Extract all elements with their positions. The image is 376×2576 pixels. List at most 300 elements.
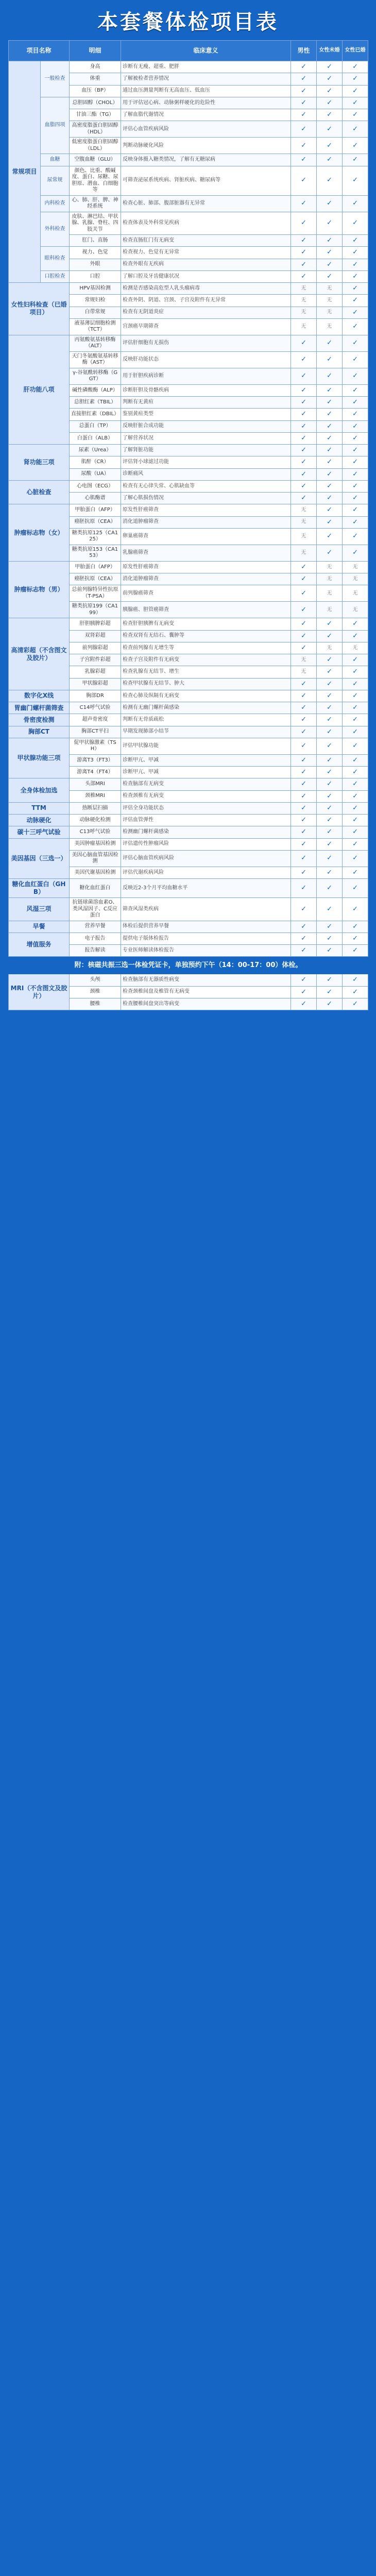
item-name: C14呼气试验 [70, 702, 121, 714]
female-unmarried-mark: ✓ [317, 270, 343, 282]
female-unmarried-mark: ✓ [317, 654, 343, 666]
female-married-mark: 无 [343, 602, 368, 618]
item-description: 专业医师解读体检报告 [121, 945, 291, 957]
female-unmarried-mark: 无 [317, 585, 343, 602]
item-name: 身高 [70, 61, 121, 73]
table-row [9, 504, 368, 516]
female-married-mark: ✓ [343, 879, 368, 898]
female-unmarried-mark: 无 [317, 602, 343, 618]
header [8, 0, 368, 40]
female-married-mark: ✓ [343, 283, 368, 295]
male-mark: ✓ [291, 933, 317, 944]
section-category: 肾功能三项 [9, 445, 70, 481]
female-unmarried-mark: ✓ [317, 480, 343, 492]
female-married-mark: ✓ [343, 545, 368, 561]
item-description: 评估甲状腺功能 [121, 738, 291, 754]
item-name: 尿素（Urea） [70, 445, 121, 456]
female-married-mark: ✓ [343, 898, 368, 921]
female-married-mark: ✓ [343, 945, 368, 957]
female-unmarried-mark: ✓ [317, 690, 343, 702]
item-name: 颈椎 [70, 986, 121, 998]
sub-category: 内科检查 [41, 195, 70, 212]
male-mark: ✓ [291, 480, 317, 492]
item-name: 营养早餐 [70, 921, 121, 933]
male-mark: ✓ [291, 384, 317, 396]
table-row [9, 726, 368, 738]
female-unmarried-mark: 无 [317, 307, 343, 318]
female-married-mark: ✓ [343, 504, 368, 516]
item-description: 检查乳腺有无结节、增生 [121, 666, 291, 678]
item-description: 诊断有无瘦、超重、肥胖 [121, 61, 291, 73]
item-name: 颈椎MRI [70, 790, 121, 802]
section-category: 心脏检查 [9, 480, 70, 504]
male-mark: 无 [291, 504, 317, 516]
male-mark: ✓ [291, 445, 317, 456]
item-description: 宫颈癌早期筛查 [121, 318, 291, 335]
female-unmarried-mark: ✓ [317, 121, 343, 138]
female-married-mark: ✓ [343, 384, 368, 396]
male-mark: ✓ [291, 945, 317, 957]
item-description: 诊断痛风 [121, 468, 291, 480]
male-mark: ✓ [291, 121, 317, 138]
female-married-mark: ✓ [343, 109, 368, 121]
male-mark: ✓ [291, 259, 317, 270]
table-row [9, 247, 368, 259]
item-name: 丙氨酸氨基转移酶（ALT） [70, 335, 121, 351]
page [0, 0, 376, 1020]
male-mark: ✓ [291, 368, 317, 384]
item-name: 头部MRI [70, 778, 121, 790]
item-description: 消化道肿瘤筛查 [121, 573, 291, 585]
female-unmarried-mark: ✓ [317, 397, 343, 409]
item-name: 癌胚抗原（CEA） [70, 516, 121, 528]
female-married-mark: ✓ [343, 986, 368, 998]
female-unmarried-mark: ✓ [317, 445, 343, 456]
male-mark: ✓ [291, 212, 317, 235]
female-married-mark: ✓ [343, 666, 368, 678]
male-mark: ✓ [291, 61, 317, 73]
item-name: 口腔 [70, 270, 121, 282]
female-unmarried-mark: 无 [317, 573, 343, 585]
section-category: 数字化X线 [9, 690, 70, 702]
item-name: HPV基因检测 [70, 283, 121, 295]
table-row [9, 445, 368, 456]
male-mark: ✓ [291, 97, 317, 109]
item-description: 乳腺癌筛查 [121, 545, 291, 561]
item-name: 肝胆胰脾彩超 [70, 618, 121, 630]
item-description: 胰腺癌、胆管癌筛查 [121, 602, 291, 618]
item-name: 糖类抗原153（CA153） [70, 545, 121, 561]
male-mark: ✓ [291, 73, 317, 85]
item-description: 检查心肺及纵隔有无病变 [121, 690, 291, 702]
female-unmarried-mark: ✓ [317, 97, 343, 109]
male-mark: ✓ [291, 138, 317, 154]
male-mark: ✓ [291, 335, 317, 351]
female-married-mark: ✓ [343, 409, 368, 420]
female-married-mark: ✓ [343, 420, 368, 432]
col-desc: 临床意义 [121, 41, 291, 61]
exam-table [8, 40, 368, 1010]
female-married-mark: ✓ [343, 921, 368, 933]
item-name: 心电图（ECG） [70, 480, 121, 492]
item-name: 糖类抗原125（CA125） [70, 528, 121, 545]
item-description: 诊断肝胆及骨骼疾病 [121, 384, 291, 396]
item-description: 诊断甲亢、甲减 [121, 754, 291, 766]
item-name: 超声骨密度 [70, 714, 121, 726]
item-name: 空腹血糖（GLU） [70, 154, 121, 166]
male-mark: ✓ [291, 630, 317, 642]
male-mark: ✓ [291, 573, 317, 585]
female-married-mark: ✓ [343, 726, 368, 738]
item-description: 评估遗传性肿瘤风险 [121, 838, 291, 850]
section-category: 美因基因（三选一） [9, 838, 70, 879]
male-mark: ✓ [291, 790, 317, 802]
female-married-mark: ✓ [343, 456, 368, 468]
table-row [9, 898, 368, 921]
section-category: 风湿三项 [9, 898, 70, 921]
col-male: 男性 [291, 41, 317, 61]
female-married-mark: ✓ [343, 516, 368, 528]
item-name: 甲状腺彩超 [70, 678, 121, 690]
table-row [9, 195, 368, 212]
female-married-mark: ✓ [343, 754, 368, 766]
item-description: 检查颈椎有无病变 [121, 790, 291, 802]
female-married-mark: ✓ [343, 714, 368, 726]
item-description: 检查腰椎间盘突出等病变 [121, 998, 291, 1010]
table-header [9, 41, 368, 61]
female-unmarried-mark: ✓ [317, 109, 343, 121]
item-description: 卵巢癌筛查 [121, 528, 291, 545]
item-name: 体重 [70, 73, 121, 85]
male-mark: ✓ [291, 585, 317, 602]
item-description: 用于肝胆疾病诊断 [121, 368, 291, 384]
table-row [9, 480, 368, 492]
female-unmarried-mark: ✓ [317, 85, 343, 97]
female-unmarried-mark: 无 [317, 283, 343, 295]
female-married-mark: ✓ [343, 998, 368, 1010]
item-description: 检查外阴、阴道、宫颈、子宫及附件有无异常 [121, 295, 291, 307]
table-row [9, 702, 368, 714]
col-category: 项目名称 [9, 41, 70, 61]
female-married-mark: ✓ [343, 235, 368, 247]
item-description: 检查肝胆胰脾有无病变 [121, 618, 291, 630]
female-married-mark: ✓ [343, 432, 368, 444]
male-mark: ✓ [291, 802, 317, 814]
item-name: 肛门、直肠 [70, 235, 121, 247]
item-description: 通过血压测量判断有无高血压、低血压 [121, 85, 291, 97]
item-name: 尿酸（UA） [70, 468, 121, 480]
female-unmarried-mark: ✓ [317, 945, 343, 957]
item-description: 评估心血管疾病风险 [121, 121, 291, 138]
table-row [9, 270, 368, 282]
item-description: 评估全身功能状态 [121, 802, 291, 814]
item-name: 低密度脂蛋白胆固醇（LDL） [70, 138, 121, 154]
male-mark: 无 [291, 545, 317, 561]
female-unmarried-mark: ✓ [317, 504, 343, 516]
female-married-mark: ✓ [343, 121, 368, 138]
female-unmarried-mark: ✓ [317, 933, 343, 944]
female-married-mark: ✓ [343, 690, 368, 702]
item-name: 游离T3（FT3） [70, 754, 121, 766]
male-mark: 无 [291, 666, 317, 678]
item-name: 促甲状腺激素（TSH） [70, 738, 121, 754]
table-row [9, 166, 368, 195]
male-mark: ✓ [291, 726, 317, 738]
female-married-mark: ✓ [343, 790, 368, 802]
female-unmarried-mark: ✓ [317, 73, 343, 85]
item-name: 动脉硬化检测 [70, 815, 121, 826]
item-name: 电子报告 [70, 933, 121, 944]
section-category: 骨密度检测 [9, 714, 70, 726]
item-description: 筛查风湿类疾病 [121, 898, 291, 921]
male-mark: ✓ [291, 235, 317, 247]
male-mark: 无 [291, 307, 317, 318]
female-married-mark: ✓ [343, 445, 368, 456]
female-unmarried-mark: ✓ [317, 545, 343, 561]
female-married-mark: ✓ [343, 468, 368, 480]
female-married-mark: ✓ [343, 778, 368, 790]
item-description: 可筛查泌尿系统疾病、肾脏疾病、糖尿病等 [121, 166, 291, 195]
female-unmarried-mark: ✓ [317, 921, 343, 933]
item-name: 心、肺、肝、脾、神经系统 [70, 195, 121, 212]
female-married-mark: 无 [343, 573, 368, 585]
female-married-mark: ✓ [343, 61, 368, 73]
male-mark: ✓ [291, 270, 317, 282]
item-description: 消化道肿瘤筛查 [121, 516, 291, 528]
female-unmarried-mark: ✓ [317, 516, 343, 528]
item-name: 胸部DR [70, 690, 121, 702]
female-unmarried-mark: ✓ [317, 802, 343, 814]
table-row [9, 212, 368, 235]
male-mark: ✓ [291, 432, 317, 444]
section-category: 女性妇科检查（已婚项目） [9, 283, 70, 335]
female-married-mark: ✓ [343, 618, 368, 630]
female-married-mark: ✓ [343, 270, 368, 282]
female-unmarried-mark: ✓ [317, 259, 343, 270]
female-unmarried-mark: ✓ [317, 235, 343, 247]
female-married-mark: ✓ [343, 480, 368, 492]
male-mark: ✓ [291, 778, 317, 790]
female-married-mark: ✓ [343, 678, 368, 690]
item-name: 总前列腺特异性抗原（T-PSA） [70, 585, 121, 602]
item-description: 了解血脂代谢情况 [121, 109, 291, 121]
item-description: 检查体表及外科常见疾病 [121, 212, 291, 235]
male-mark: 无 [291, 528, 317, 545]
item-description: 检查直肠肛门有无病变 [121, 235, 291, 247]
item-description: 反映肝功能状态 [121, 351, 291, 368]
female-married-mark: ✓ [343, 815, 368, 826]
table-row [9, 154, 368, 166]
table-row [9, 714, 368, 726]
item-description: 判断有无骨质疏松 [121, 714, 291, 726]
item-description: 原发性肝癌筛查 [121, 561, 291, 573]
male-mark: 无 [291, 295, 317, 307]
female-unmarried-mark: ✓ [317, 618, 343, 630]
item-name: 胸部CT平扫 [70, 726, 121, 738]
female-married-mark: ✓ [343, 154, 368, 166]
female-unmarried-mark: ✓ [317, 879, 343, 898]
item-description: 检查视力、色觉有无异常 [121, 247, 291, 259]
item-description: 检查甲状腺有无结节、肿大 [121, 678, 291, 690]
table-row [9, 838, 368, 850]
female-unmarried-mark: ✓ [317, 154, 343, 166]
item-name: 抗链球菌溶血素O、类风湿因子、C反应蛋白 [70, 898, 121, 921]
item-name: C13呼气试验 [70, 826, 121, 838]
female-married-mark: ✓ [343, 166, 368, 195]
item-name: 游离T4（FT4） [70, 767, 121, 778]
item-name: 白带常规 [70, 307, 121, 318]
female-married-mark: ✓ [343, 351, 368, 368]
female-married-mark: ✓ [343, 73, 368, 85]
female-married-mark: ✓ [343, 97, 368, 109]
male-mark: ✓ [291, 493, 317, 504]
male-mark: ✓ [291, 85, 317, 97]
sub-category: 眼科检查 [41, 247, 70, 271]
male-mark: ✓ [291, 867, 317, 878]
female-married-mark: ✓ [343, 630, 368, 642]
item-description: 评估肝细胞有无损伤 [121, 335, 291, 351]
female-unmarried-mark: ✓ [317, 528, 343, 545]
item-description: 检查前列腺有无增生等 [121, 642, 291, 654]
item-name: 直接胆红素（DBIL） [70, 409, 121, 420]
female-unmarried-mark: ✓ [317, 666, 343, 678]
female-unmarried-mark: ✓ [317, 974, 343, 986]
female-unmarried-mark: ✓ [317, 61, 343, 73]
table-row [9, 815, 368, 826]
female-married-mark: ✓ [343, 259, 368, 270]
female-unmarried-mark: ✓ [317, 702, 343, 714]
female-married-mark: ✓ [343, 826, 368, 838]
male-mark: ✓ [291, 815, 317, 826]
section-category: 胃幽门螺杆菌筛查 [9, 702, 70, 714]
male-mark: ✓ [291, 986, 317, 998]
item-name: 颜色、比重、酸碱度、蛋白、尿糖、尿胆原、潜血、白细胞等 [70, 166, 121, 195]
sub-category: 尿常规 [41, 166, 70, 195]
female-married-mark: ✓ [343, 767, 368, 778]
item-description: 用于评估冠心病、动脉粥样硬化的危险性 [121, 97, 291, 109]
item-name: 心肌酶谱 [70, 493, 121, 504]
female-unmarried-mark: 无 [317, 561, 343, 573]
table-row [9, 826, 368, 838]
female-married-mark: ✓ [343, 368, 368, 384]
male-mark: ✓ [291, 154, 317, 166]
table-row [9, 879, 368, 898]
female-married-mark: ✓ [343, 933, 368, 944]
male-mark: ✓ [291, 898, 317, 921]
male-mark: ✓ [291, 738, 317, 754]
item-name: 高密度脂蛋白胆固醇（HDL） [70, 121, 121, 138]
item-name: 美因代谢基因检测 [70, 867, 121, 878]
male-mark: ✓ [291, 397, 317, 409]
optional-notice-row [9, 957, 368, 974]
female-married-mark: ✓ [343, 195, 368, 212]
section-category: 增值服务 [9, 933, 70, 957]
item-description: 检查有无心律失常、心肌缺血等 [121, 480, 291, 492]
female-unmarried-mark: 无 [317, 642, 343, 654]
table-row [9, 335, 368, 351]
male-mark: ✓ [291, 195, 317, 212]
female-unmarried-mark: ✓ [317, 998, 343, 1010]
item-description: 了解口腔及牙齿健康状况 [121, 270, 291, 282]
table-row [9, 690, 368, 702]
item-name: 腰椎 [70, 998, 121, 1010]
table-row [9, 802, 368, 814]
section-category: 碳十三呼气试验 [9, 826, 70, 838]
female-married-mark: ✓ [343, 738, 368, 754]
female-unmarried-mark: ✓ [317, 456, 343, 468]
male-mark: ✓ [291, 561, 317, 573]
male-mark: ✓ [291, 767, 317, 778]
optional-notice: 附：核磁共振三选一体检凭证卡，单独预约下午（14：00-17：00）体检。 [9, 957, 368, 974]
table-body [9, 61, 368, 1010]
female-unmarried-mark: ✓ [317, 898, 343, 921]
male-mark: ✓ [291, 754, 317, 766]
col-female-married: 女性已婚 [343, 41, 368, 61]
male-mark: ✓ [291, 642, 317, 654]
section-category: 胸部CT [9, 726, 70, 738]
mri-category: MRI（不含图文及胶片） [9, 974, 70, 1010]
section-category: 全身体检加选 [9, 778, 70, 803]
male-mark: ✓ [291, 456, 317, 468]
female-unmarried-mark: 无 [317, 318, 343, 335]
male-mark: ✓ [291, 998, 317, 1010]
male-mark: 无 [291, 283, 317, 295]
female-unmarried-mark: ✓ [317, 212, 343, 235]
page-title: 本套餐体检项目表 [97, 10, 279, 34]
section-category: 糖化血红蛋白（GHB） [9, 879, 70, 898]
female-unmarried-mark: ✓ [317, 432, 343, 444]
female-unmarried-mark: ✓ [317, 738, 343, 754]
item-name: 总胆固醇（CHOL） [70, 97, 121, 109]
item-name: 碱性磷酸酶（ALP） [70, 384, 121, 396]
female-unmarried-mark: ✓ [317, 754, 343, 766]
female-unmarried-mark: ✓ [317, 850, 343, 867]
item-name: 甲胎蛋白（AFP） [70, 504, 121, 516]
female-married-mark: ✓ [343, 802, 368, 814]
item-description: 原发性肝癌筛查 [121, 504, 291, 516]
item-name: 热断层扫描 [70, 802, 121, 814]
table-row [9, 974, 368, 986]
female-unmarried-mark: ✓ [317, 138, 343, 154]
male-mark: ✓ [291, 109, 317, 121]
table-row [9, 561, 368, 573]
female-married-mark: ✓ [343, 867, 368, 878]
male-mark: ✓ [291, 974, 317, 986]
female-unmarried-mark: ✓ [317, 493, 343, 504]
female-married-mark: ✓ [343, 974, 368, 986]
item-name: 双肾彩超 [70, 630, 121, 642]
item-description: 评估肾小球滤过功能 [121, 456, 291, 468]
female-unmarried-mark: ✓ [317, 826, 343, 838]
section-category: 肿瘤标志物（女） [9, 504, 70, 562]
sub-category: 外科检查 [41, 212, 70, 247]
female-unmarried-mark: ✓ [317, 384, 343, 396]
item-description: 鉴别黄疸类型 [121, 409, 291, 420]
female-unmarried-mark: ✓ [317, 986, 343, 998]
item-description: 检查有无阴道炎症 [121, 307, 291, 318]
male-mark: ✓ [291, 602, 317, 618]
female-unmarried-mark: ✓ [317, 247, 343, 259]
female-married-mark: ✓ [343, 838, 368, 850]
item-name: 液基薄层细胞检测（TCT） [70, 318, 121, 335]
item-description: 检查子宫及附件有无病变 [121, 654, 291, 666]
female-unmarried-mark: ✓ [317, 790, 343, 802]
female-unmarried-mark: ✓ [317, 838, 343, 850]
table-row [9, 738, 368, 754]
male-mark: ✓ [291, 850, 317, 867]
item-description: 评估血管弹性 [121, 815, 291, 826]
item-name: 肌酐（CR） [70, 456, 121, 468]
